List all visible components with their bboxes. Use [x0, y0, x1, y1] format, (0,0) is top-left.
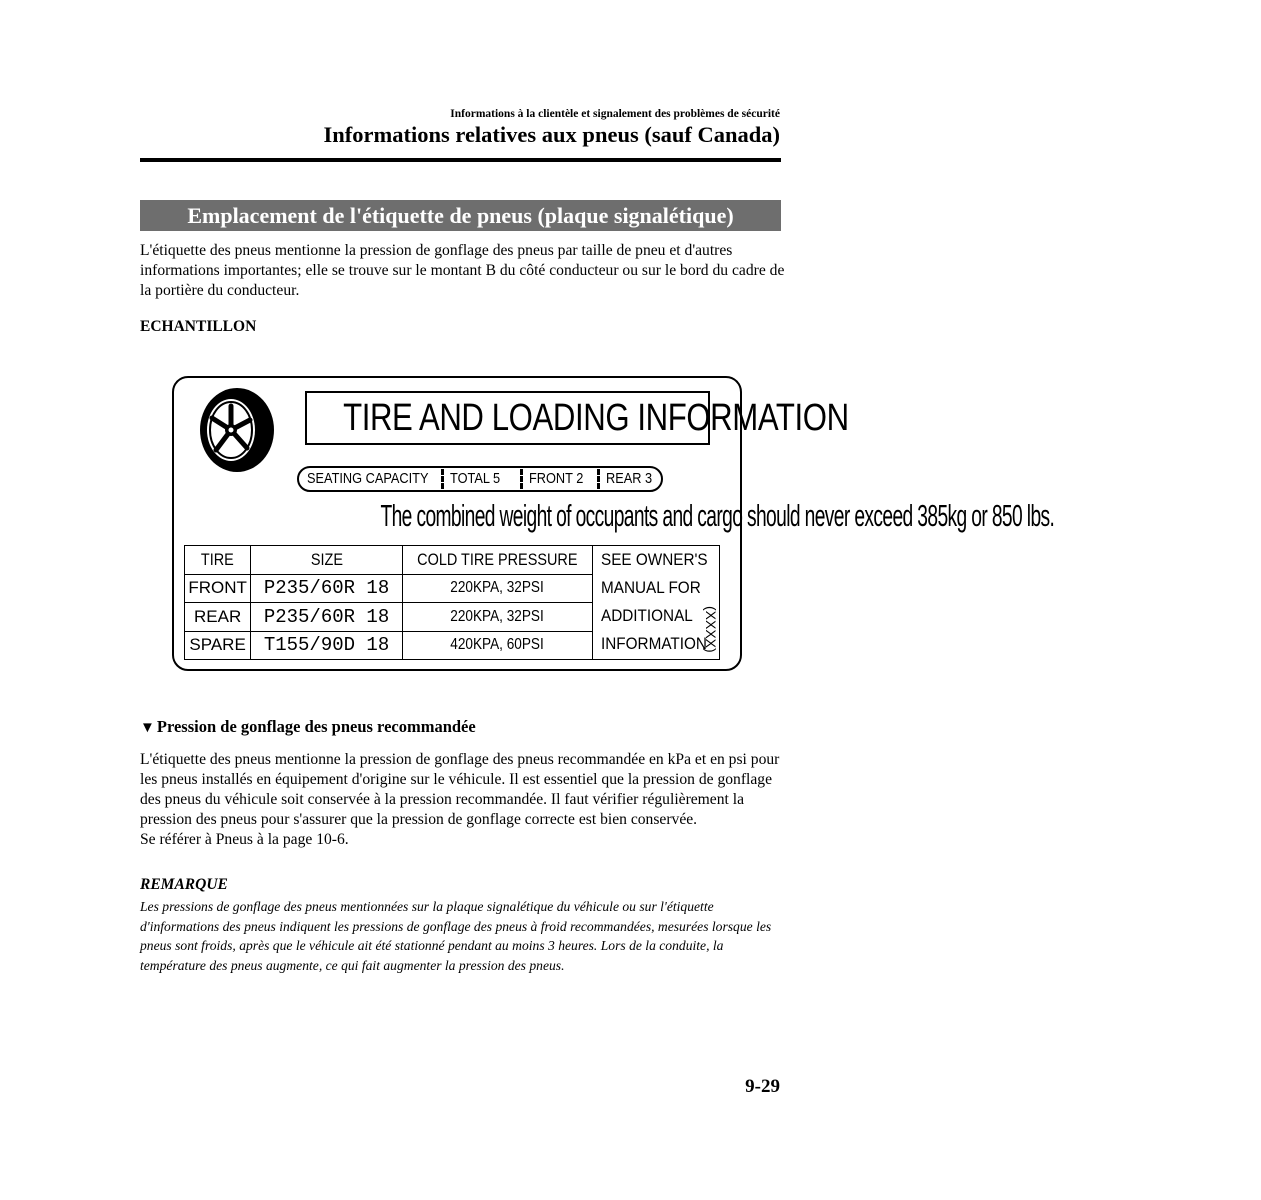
- table-header-cell: COLD TIRE PRESSURE: [402, 546, 592, 575]
- header-rule: [140, 158, 781, 162]
- recommended-pressure-heading: [140, 717, 476, 737]
- tire-loading-label: [172, 376, 1055, 671]
- owners-manual-note: [592, 546, 720, 660]
- page-reference: Se référer à Pneus à la page 10-6.: [140, 831, 349, 848]
- divider: [597, 469, 600, 489]
- tire-icon: [198, 386, 276, 474]
- weight-warning-text: The combined weight of occupants and cargo should never exceed 385kg or 850 lbs.: [380, 498, 1055, 533]
- tire-size-cell: T155/90D 18: [251, 631, 403, 660]
- table-header-cell: TIRE: [185, 546, 251, 575]
- label-code: (XXXX): [703, 606, 719, 653]
- note-line: SEE OWNER'S: [600, 550, 708, 569]
- note-line: MANUAL FOR: [600, 578, 701, 597]
- sample-label: ECHANTILLON: [140, 318, 257, 335]
- tire-position-cell: SPARE: [185, 631, 251, 660]
- seating-capacity-label: SEATING CAPACITY: [307, 471, 429, 487]
- section-title: Informations relatives aux pneus (sauf Canada): [323, 122, 780, 147]
- seating-total: TOTAL 5: [450, 471, 501, 487]
- tire-position-cell: REAR: [185, 603, 251, 632]
- table-header-row: [185, 546, 720, 575]
- remark-text: Les pressions de gonflage des pneus mentionnées sur la plaque signalétique du véhicule ou sur l'étiquette d'informations des pneus indiquent les pressions de gonflage des pneus à froid recommandées, mesurées lorsque les pneus sont froids, après que le véhicule ait été stationné pendant au moins 3 heures. Lors de la conduite, la température des pneus augmente, ce qui fait augmenter la pression des pneus.: [140, 899, 772, 974]
- tire-pressure-cell: 220KPA, 32PSI: [402, 574, 592, 603]
- note-line: ADDITIONAL: [600, 606, 693, 625]
- seating-capacity-row: [297, 466, 663, 492]
- note-line: INFORMATION: [600, 634, 707, 653]
- recommended-heading-text: Pression de gonflage des pneus recommandée: [156, 717, 476, 736]
- weight-warning: [174, 494, 1055, 538]
- recommended-paragraph: L'étiquette des pneus mentionne la pression de gonflage des pneus recommandée en kPa et en psi pour les pneus installés en équipement d'origine sur le véhicule. Il est essentiel que la pression de gonflage des pneus du véhicule soit conservée à la pression recommandée. Il faut vérifier régulièrement la pression des pneus pour s'assurer que la pression de gonflage correcte est bien conservée.: [140, 751, 780, 828]
- tire-pressure-cell: 220KPA, 32PSI: [402, 603, 592, 632]
- page-number: 9-29: [745, 1076, 780, 1097]
- tire-position-cell: FRONT: [185, 574, 251, 603]
- tire-pressure-cell: 420KPA, 60PSI: [402, 631, 592, 660]
- remark-title: REMARQUE: [140, 876, 228, 893]
- tire-spec-table: [184, 545, 720, 660]
- tire-size-cell: P235/60R 18: [251, 574, 403, 603]
- label-title: TIRE AND LOADING INFORMATION: [343, 397, 849, 439]
- divider: [441, 469, 444, 489]
- intro-paragraph: L'étiquette des pneus mentionne la pression de gonflage des pneus par taille de pneu et d'autres informations importantes; elle se trouve sur le montant B du côté conducteur ou sur le bord du cadre de la portière du conducteur.: [140, 242, 785, 299]
- label-title-box: [305, 391, 849, 445]
- seating-rear: REAR 3: [606, 471, 653, 487]
- divider: [520, 469, 523, 489]
- triangle-down-icon: ▼: [140, 720, 155, 736]
- section-heading: Emplacement de l'étiquette de pneus (plaque signalétique): [140, 200, 781, 231]
- seating-front: FRONT 2: [529, 471, 584, 487]
- tire-size-cell: P235/60R 18: [251, 603, 403, 632]
- table-header-cell: SIZE: [251, 546, 403, 575]
- recommended-section: [140, 750, 790, 850]
- running-header: Informations à la clientèle et signalement des problèmes de sécurité: [450, 108, 780, 120]
